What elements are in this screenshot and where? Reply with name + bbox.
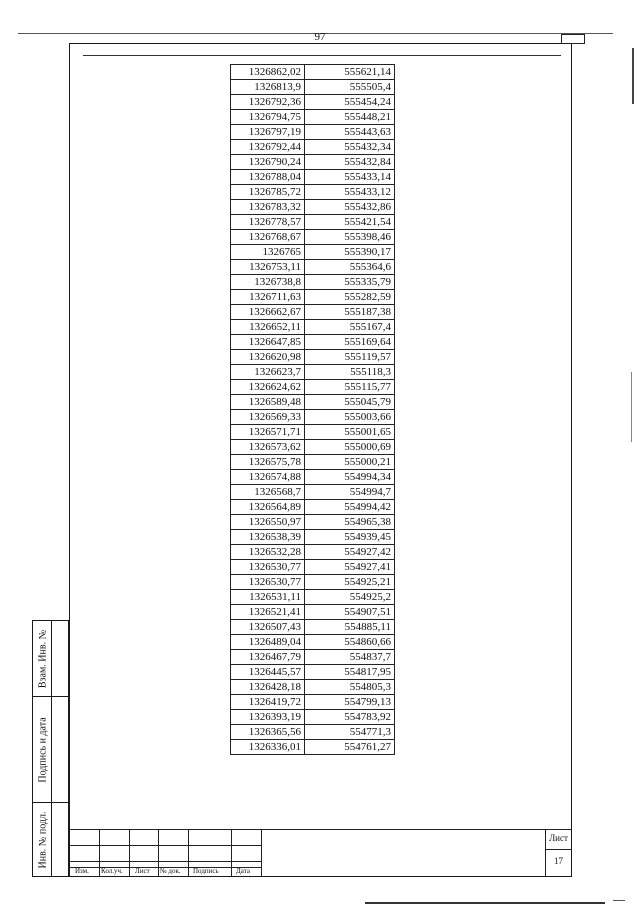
coordinate-y-cell: 555432,34 [305,140,395,155]
table-row [231,185,395,200]
coordinate-x-cell: 1326647,85 [231,335,305,350]
coordinate-x-cell: 1326538,39 [231,530,305,545]
title-block-kol-uch: Кол.уч. [101,867,123,875]
table-row [231,125,395,140]
scan-artifact-right-lower [631,372,632,442]
side-stamp [32,620,69,877]
coordinate-y-cell: 554965,38 [305,515,395,530]
coordinate-y-cell: 555000,21 [305,455,395,470]
title-block-signature: Подпись [193,867,219,875]
coordinate-y-cell: 555335,79 [305,275,395,290]
side-cell-signature-date [33,697,68,803]
coordinate-y-cell: 554885,11 [305,620,395,635]
table-row [231,230,395,245]
table-row [231,245,395,260]
coordinate-y-cell: 554837,7 [305,650,395,665]
coordinate-x-cell: 1326862,02 [231,65,305,80]
coordinate-y-cell: 554925,2 [305,590,395,605]
coordinate-y-cell: 555118,3 [305,365,395,380]
table-row [231,335,395,350]
coordinate-y-cell: 555282,59 [305,290,395,305]
coordinate-y-cell: 554783,92 [305,710,395,725]
coordinate-x-cell: 1326785,72 [231,185,305,200]
coordinate-y-cell: 555432,84 [305,155,395,170]
table-row [231,545,395,560]
coordinate-x-cell: 1326652,11 [231,320,305,335]
coordinate-x-cell: 1326589,48 [231,395,305,410]
coordinate-y-cell: 555187,38 [305,305,395,320]
table-row [231,710,395,725]
title-block [69,829,572,877]
coordinate-x-cell: 1326336,01 [231,740,305,755]
coordinate-x-cell: 1326753,11 [231,260,305,275]
coordinate-x-cell: 1326530,77 [231,575,305,590]
table-row [231,410,395,425]
coordinate-x-cell: 1326428,18 [231,680,305,695]
table-row [231,530,395,545]
side-label-interchange: Взам. Инв. № [37,629,49,689]
table-row [231,440,395,455]
table-row [231,320,395,335]
coordinate-y-cell: 554994,42 [305,500,395,515]
table-row [231,290,395,305]
scan-artifact-bottom-dash [613,900,625,901]
table-row [231,635,395,650]
table-row [231,575,395,590]
table-row [231,620,395,635]
table-row [231,155,395,170]
coordinate-y-cell: 554927,42 [305,545,395,560]
table-row [231,740,395,755]
coordinate-x-cell: 1326778,57 [231,215,305,230]
coordinate-y-cell: 555443,63 [305,125,395,140]
coordinate-y-cell: 555000,69 [305,440,395,455]
coordinate-x-cell: 1326564,89 [231,500,305,515]
coordinate-x-cell: 1326792,44 [231,140,305,155]
coordinate-y-cell: 554927,41 [305,560,395,575]
coordinate-x-cell: 1326568,7 [231,485,305,500]
coordinate-x-cell: 1326569,33 [231,410,305,425]
table-row [231,590,395,605]
table-row [231,470,395,485]
coordinate-y-cell: 555454,24 [305,95,395,110]
coordinate-x-cell: 1326573,62 [231,440,305,455]
table-row [231,455,395,470]
title-block-doc-no: № док. [160,867,181,875]
coordinate-x-cell: 1326624,62 [231,380,305,395]
coordinate-y-cell: 554817,95 [305,665,395,680]
table-row [231,605,395,620]
side-label-signature-date: Подпись и дата [37,717,49,783]
coordinate-y-cell: 554907,51 [305,605,395,620]
coordinate-y-cell: 555045,79 [305,395,395,410]
coordinate-x-cell: 1326788,04 [231,170,305,185]
coordinate-x-cell: 1326738,8 [231,275,305,290]
coordinate-x-cell: 1326662,67 [231,305,305,320]
inner-top-rule [83,55,561,56]
title-block-list: Лист [135,867,150,875]
coordinate-x-cell: 1326365,56 [231,725,305,740]
table-row [231,485,395,500]
coordinate-y-cell: 554761,27 [305,740,395,755]
title-block-izm: Изм. [75,867,89,875]
side-label-original-inv: Инв. № подл. [37,811,49,869]
table-row [231,260,395,275]
coordinate-x-cell: 1326792,36 [231,95,305,110]
table-row [231,425,395,440]
coordinate-x-cell: 1326445,57 [231,665,305,680]
table-row [231,350,395,365]
coordinate-x-cell: 1326765 [231,245,305,260]
table-row [231,365,395,380]
coordinate-y-cell: 555398,46 [305,230,395,245]
coordinate-x-cell: 1326794,75 [231,110,305,125]
coordinate-x-cell: 1326813,9 [231,80,305,95]
side-cell-original-inv [33,803,68,876]
coordinate-x-cell: 1326571,71 [231,425,305,440]
coordinate-y-cell: 555433,12 [305,185,395,200]
table-row [231,725,395,740]
coordinate-y-cell: 554771,3 [305,725,395,740]
coordinate-y-cell: 555621,14 [305,65,395,80]
table-row [231,500,395,515]
table-row [231,560,395,575]
coordinate-x-cell: 1326797,19 [231,125,305,140]
table-row [231,395,395,410]
coordinate-y-cell: 555505,4 [305,80,395,95]
coordinate-x-cell: 1326620,98 [231,350,305,365]
sheet-number: 17 [554,856,563,866]
coordinate-x-cell: 1326768,67 [231,230,305,245]
table-row [231,275,395,290]
table-row [231,80,395,95]
coordinate-x-cell: 1326623,7 [231,365,305,380]
table-row [231,170,395,185]
coordinate-y-cell: 555167,4 [305,320,395,335]
sheet-label: Лист [549,833,568,843]
coordinate-y-cell: 554939,45 [305,530,395,545]
table-row [231,95,395,110]
table-row [231,65,395,80]
coordinate-y-cell: 555115,77 [305,380,395,395]
coordinate-x-cell: 1326467,79 [231,650,305,665]
coordinate-x-cell: 1326532,28 [231,545,305,560]
coordinate-y-cell: 555001,65 [305,425,395,440]
coordinate-y-cell: 554805,3 [305,680,395,695]
coordinates-table [230,64,395,755]
table-row [231,305,395,320]
coordinate-x-cell: 1326489,04 [231,635,305,650]
coordinate-x-cell: 1326530,77 [231,560,305,575]
page-number: 97 [314,31,326,43]
coordinate-y-cell: 555169,64 [305,335,395,350]
coordinate-x-cell: 1326507,43 [231,620,305,635]
table-row [231,680,395,695]
scan-artifact-right [632,48,634,104]
coordinate-y-cell: 555364,6 [305,260,395,275]
coordinate-y-cell: 555432,86 [305,200,395,215]
coordinate-y-cell: 555448,21 [305,110,395,125]
table-row [231,650,395,665]
coordinate-x-cell: 1326783,32 [231,200,305,215]
coordinate-y-cell: 554799,13 [305,695,395,710]
coordinate-y-cell: 555119,57 [305,350,395,365]
coordinate-x-cell: 1326575,78 [231,455,305,470]
coordinate-x-cell: 1326531,11 [231,590,305,605]
table-row [231,140,395,155]
coordinate-y-cell: 555390,17 [305,245,395,260]
table-row [231,215,395,230]
coordinate-x-cell: 1326521,41 [231,605,305,620]
coordinate-y-cell: 555421,54 [305,215,395,230]
coordinate-y-cell: 554994,7 [305,485,395,500]
table-row [231,515,395,530]
coordinate-x-cell: 1326711,63 [231,290,305,305]
coordinate-x-cell: 1326393,19 [231,710,305,725]
table-row [231,110,395,125]
side-cell-interchange [33,621,68,697]
coordinate-y-cell: 554994,34 [305,470,395,485]
coordinate-y-cell: 554860,66 [305,635,395,650]
table-row [231,665,395,680]
table-row [231,380,395,395]
title-block-date: Дата [236,867,250,875]
coordinate-x-cell: 1326790,24 [231,155,305,170]
coordinate-x-cell: 1326574,88 [231,470,305,485]
coordinates-table-container [230,64,395,755]
coordinate-y-cell: 555003,66 [305,410,395,425]
table-row [231,200,395,215]
scan-artifact-bottom [365,902,605,904]
coordinate-y-cell: 554925,21 [305,575,395,590]
coordinate-x-cell: 1326550,97 [231,515,305,530]
coordinate-y-cell: 555433,14 [305,170,395,185]
coordinate-x-cell: 1326419,72 [231,695,305,710]
table-row [231,695,395,710]
